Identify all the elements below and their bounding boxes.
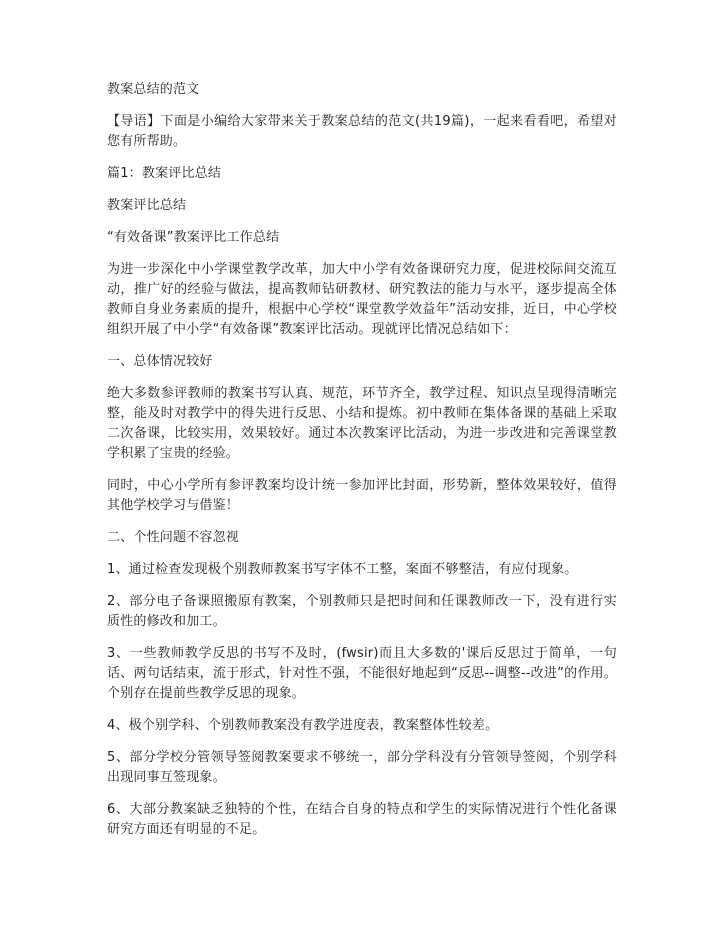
opening-paragraph: 为进一步深化中小学课堂教学改革，加大中小学有效备课研究力度，促进校际间交流互动，推广好的经验与做法，提高教师钻研教材、研究教法的能力与水平，逐步提高全体教师自身业务素质的提升，根据中心学校“课堂教学效益年”活动安排，近日，中心学校组织开展了中小学“有效备课”教案评比活动。现就评比情况总结如下： [107,262,617,337]
quoted-title: “有效备课”教案评比工作总结 [107,230,280,245]
section1-heading: 一、总体情况较好 [107,354,213,369]
section2-heading: 二、个性问题不容忽视 [107,530,240,545]
article-heading: 篇1：教案评比总结 [107,166,222,181]
list-item-4: 4、极个别学科、个别教师教案没有教学进度表，教案整体性较差。 [107,718,499,733]
document-title: 教案总结的范文 [107,82,200,97]
document-body [107,80,617,852]
section1-paragraph-1: 绝大多数参评教师的教案书写认真、规范，环节齐全，教学过程、知识点呈现得清晰完整，能及时对教学中的得失进行反思、小结和提炼。初中教师在集体备课的基础上采取二次备课，比较实用，效果较好。通过本次教案评比活动，为进一步改进和完善课堂教学积累了宝贵的经验。 [107,386,617,461]
list-item-2: 2、部分电子备课照搬原有教案，个别教师只是把时间和任课教师改一下，没有进行实质性的修改和加工。 [107,594,617,629]
list-item-6: 6、大部分教案缺乏独特的个性，在结合自身的特点和学生的实际情况进行个性化备课研究方面还有明显的不足。 [107,802,617,837]
intro-paragraph: 【导语】下面是小编给大家带来关于教案总结的范文(共19篇)，一起来看看吧，希望对您有所帮助。 [107,114,617,149]
list-item-3: 3、一些教师教学反思的书写不及时，(fwsir)而且大多数的'课后反思过于简单，一句话、两句话结束，流于形式，针对性不强，不能很好地起到“反思--调整--改进”的作用。个别存在提前些教学反思的现象。 [107,646,617,701]
list-item-1: 1、通过检查发现极个别教师教案书写字体不工整，案面不够整洁，有应付现象。 [107,562,578,577]
section1-paragraph-2: 同时，中心小学所有参评教案均设计统一参加评比封面，形势新，整体效果较好，值得其他学校学习与借鉴！ [107,478,617,513]
list-item-5: 5、部分学校分管领导签阅教案要求不够统一，部分学科没有分管领导签阅，个别学科出现同事互签现象。 [107,750,617,785]
subheading: 教案评比总结 [107,198,187,213]
